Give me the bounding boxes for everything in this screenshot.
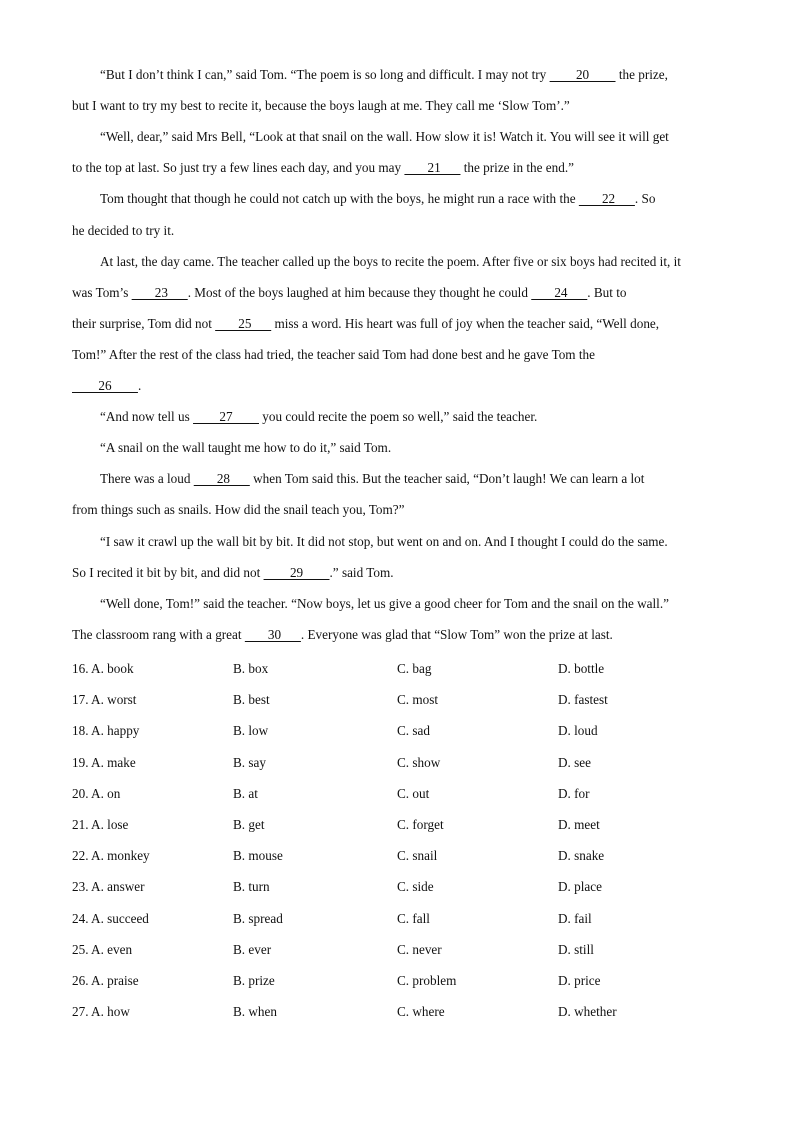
blank-number: 30 [244,627,301,642]
option-d: D. fastest [558,692,608,707]
question-row [72,784,722,804]
passage-line [72,221,722,241]
passage-text: . So [634,191,656,206]
passage-text: the prize in the end.” [460,160,574,175]
option-a: 26. A. praise [72,973,139,988]
passage-line [72,500,722,520]
blank-number: 23 [131,285,188,300]
option-c: C. forget [397,817,444,832]
blank-number: 28 [193,471,250,486]
question-row [72,815,722,835]
passage-text: he decided to try it. [72,223,175,238]
blank-number: 27 [193,409,259,424]
passage-text: Tom thought that though he could not catch up with the boys, he might run a race with the [100,191,579,206]
blank-number: 25 [215,316,272,331]
option-c: C. show [397,755,441,770]
blank-number: 21 [404,160,461,175]
option-a: 23. A. answer [72,879,145,894]
blank-number: 24 [531,285,588,300]
option-d: D. see [558,755,591,770]
passage-line [72,594,722,614]
option-a: 17. A. worst [72,692,137,707]
passage-text: but I want to try my best to recite it, because the boys laugh at me. They call me ‘Slow Tom’.” [72,98,570,113]
option-b: B. prize [233,973,275,988]
option-d: D. loud [558,723,598,738]
question-row [72,721,722,741]
passage-text: So I recited it bit by bit, and did not [72,565,264,580]
option-a: 22. A. monkey [72,848,150,863]
passage-text: “And now tell us [100,409,194,424]
passage-text: Tom!” After the rest of the class had tried, the teacher said Tom had done best and he gave Tom the [72,347,595,362]
passage-text: There was a loud [100,471,194,486]
blank-number: 29 [263,565,330,580]
passage-line [72,469,722,489]
question-row [72,659,722,679]
option-c: C. fall [397,911,430,926]
question-row [72,971,722,991]
passage-line [72,189,722,209]
option-a: 24. A. succeed [72,911,149,926]
passage-text: “I saw it crawl up the wall bit by bit. It did not stop, but went on and on. And I thought I could do the same. [100,534,668,549]
blank-number: 26 [72,378,138,393]
option-b: B. box [233,661,269,676]
passage-text: “But I don’t think I can,” said Tom. “The poem is so long and difficult. I may not try [100,67,550,82]
passage-line [72,252,722,272]
option-a: 21. A. lose [72,817,129,832]
passage-text: The classroom rang with a great [72,627,245,642]
option-d: D. for [558,786,590,801]
option-d: D. meet [558,817,600,832]
passage-text: . Most of the boys laughed at him because they thought he could [187,285,532,300]
passage-text: . But to [587,285,627,300]
option-c: C. snail [397,848,438,863]
passage-text: you could recite the poem so well,” said the teacher. [258,409,538,424]
passage-line [72,65,722,85]
question-row [72,690,722,710]
option-b: B. mouse [233,848,283,863]
passage-line [72,407,722,427]
question-row [72,846,722,866]
question-row [72,1002,722,1022]
passage-text: from things such as snails. How did the snail teach you, Tom?” [72,502,405,517]
passage-text: . Everyone was glad that “Slow Tom” won the prize at last. [300,627,613,642]
option-a: 18. A. happy [72,723,140,738]
option-d: D. still [558,942,594,957]
option-c: C. never [397,942,442,957]
option-d: D. whether [558,1004,617,1019]
option-d: D. place [558,879,602,894]
option-a: 27. A. how [72,1004,130,1019]
blank-number: 20 [549,67,616,82]
passage-text: At last, the day came. The teacher called up the boys to recite the poem. After five or six boys had recited it, it [100,254,681,269]
passage-text: “Well done, Tom!” said the teacher. “Now boys, let us give a good cheer for Tom and the snail on the wall.” [100,596,669,611]
option-c: C. problem [397,973,457,988]
option-a: 20. A. on [72,786,121,801]
option-d: D. fail [558,911,592,926]
passage-line [72,283,722,303]
option-b: B. best [233,692,270,707]
passage-text: . [137,378,142,393]
passage-text: their surprise, Tom did not [72,316,216,331]
passage-line [72,314,722,334]
question-row [72,753,722,773]
option-c: C. side [397,879,434,894]
question-row [72,940,722,960]
passage-text: “Well, dear,” said Mrs Bell, “Look at that snail on the wall. How slow it is! Watch it. You will see it will get [100,129,669,144]
passage-text: the prize, [615,67,668,82]
option-b: B. get [233,817,265,832]
option-b: B. spread [233,911,283,926]
passage-text: “A snail on the wall taught me how to do it,” said Tom. [100,440,392,455]
option-d: D. snake [558,848,605,863]
option-b: B. when [233,1004,277,1019]
blank-number: 22 [578,191,635,206]
passage-line [72,127,722,147]
option-c: C. where [397,1004,445,1019]
option-a: 25. A. even [72,942,133,957]
passage-line [72,158,722,178]
passage-line [72,532,722,552]
option-a: 16. A. book [72,661,134,676]
question-row [72,909,722,929]
passage-text: .” said Tom. [329,565,394,580]
option-c: C. out [397,786,430,801]
passage-line [72,563,722,583]
option-b: B. say [233,755,266,770]
passage-text: when Tom said this. But the teacher said, “Don’t laugh! We can learn a lot [249,471,645,486]
passage-line [72,376,722,396]
passage-line [72,625,722,645]
option-d: D. price [558,973,601,988]
passage-text: miss a word. His heart was full of joy when the teacher said, “Well done, [271,316,660,331]
option-c: C. most [397,692,439,707]
question-row [72,877,722,897]
option-b: B. at [233,786,258,801]
passage-text: was Tom’s [72,285,132,300]
option-d: D. bottle [558,661,605,676]
option-a: 19. A. make [72,755,136,770]
passage-line [72,96,722,116]
option-c: C. sad [397,723,430,738]
passage-text: to the top at last. So just try a few lines each day, and you may [72,160,405,175]
option-b: B. ever [233,942,272,957]
option-c: C. bag [397,661,432,676]
passage-line [72,438,722,458]
option-b: B. turn [233,879,270,894]
passage-line [72,345,722,365]
option-b: B. low [233,723,269,738]
